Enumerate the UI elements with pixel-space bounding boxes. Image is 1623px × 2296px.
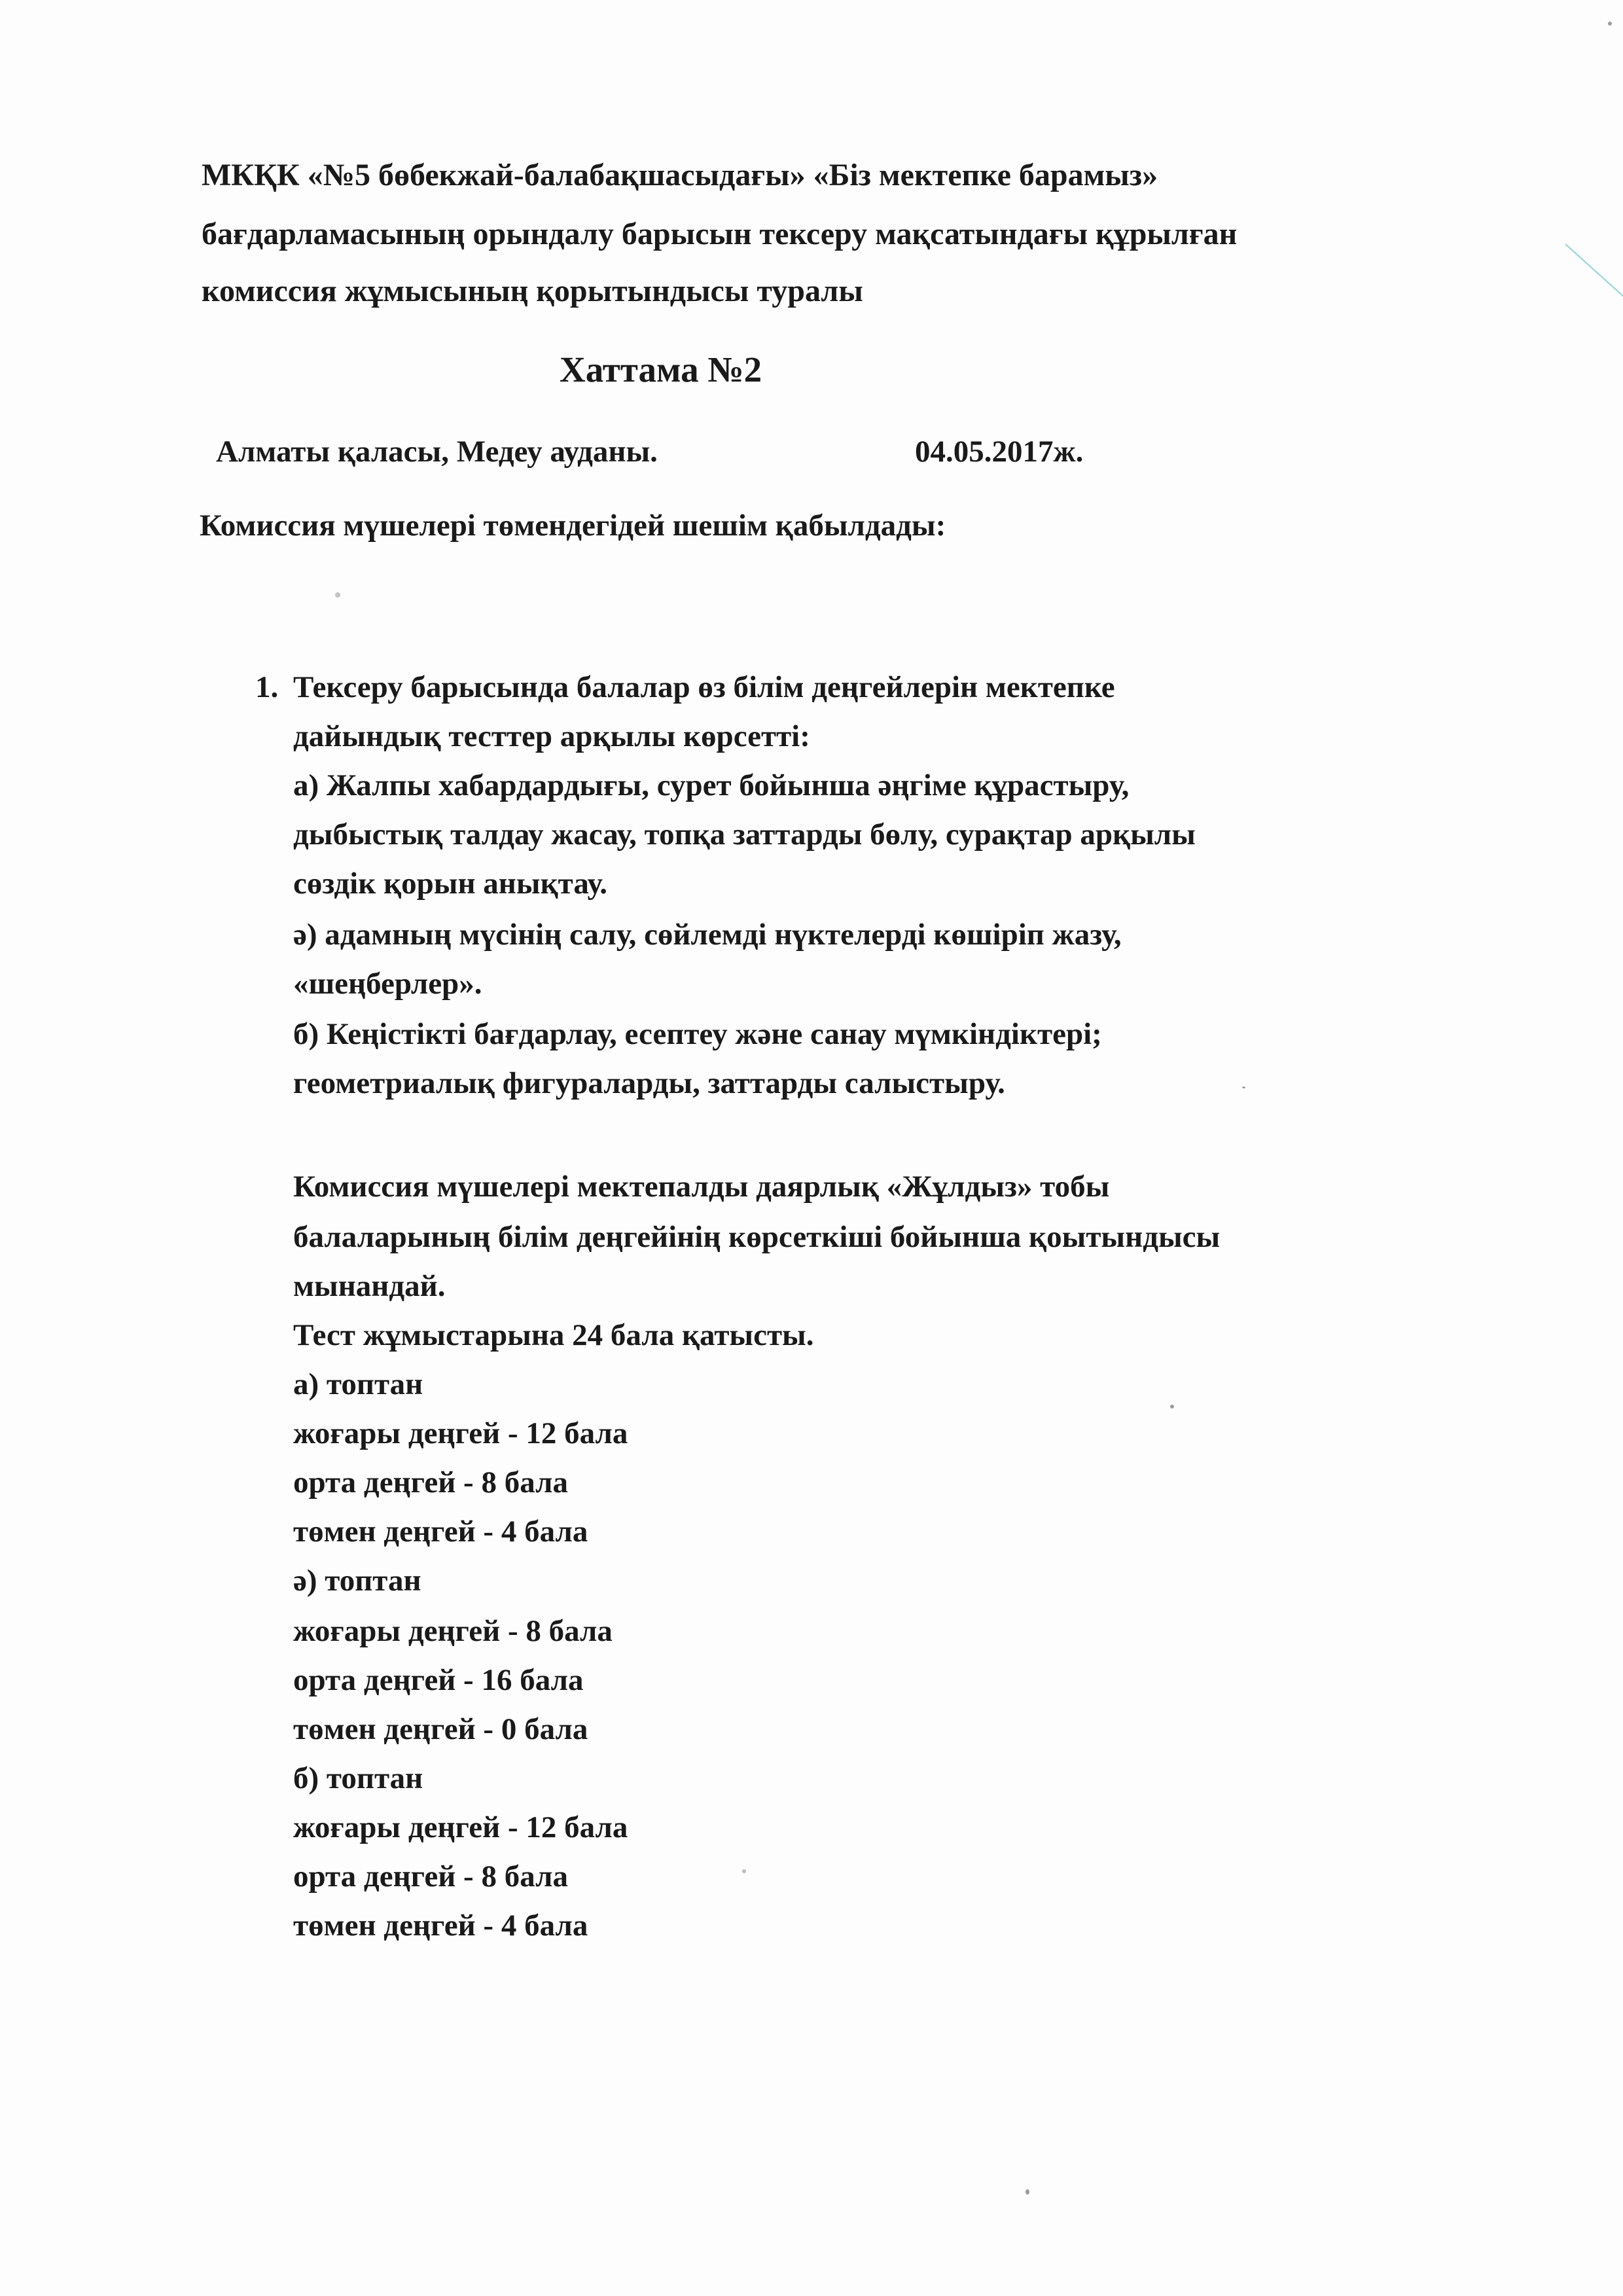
group-high: жоғары деңгей - 12 бала	[293, 1416, 628, 1450]
title-line-2: бағдарламасының орындалу барысын тексеру мақсатындағы құрылған	[202, 217, 1238, 251]
item-line: а) Жалпы хабардардығы, сурет бойынша әңгіме құрастыру,	[293, 768, 1130, 802]
item-line: «шеңберлер».	[293, 967, 482, 1001]
item-line: Тексеру барысында балалар өз білім деңгейлерін мектепке	[293, 670, 1115, 704]
item-line: дайындық тесттер арқылы көрсетті:	[293, 719, 810, 753]
protocol-place: Алматы қаласы, Медеу ауданы.	[216, 435, 658, 469]
scan-dot	[1170, 1405, 1174, 1408]
item-line: ә) адамның мүсінің салу, сөйлемді нүктелерді көшіріп жазу,	[293, 918, 1122, 952]
group-low: төмен деңгей - 4 бала	[293, 1515, 588, 1549]
scan-dot	[335, 592, 340, 598]
group-high: жоғары деңгей - 12 бала	[293, 1810, 628, 1844]
group-mid: орта деңгей - 16 бала	[293, 1663, 584, 1697]
protocol-heading: Хаттама №2	[560, 350, 762, 389]
results-line: мынандай.	[293, 1269, 446, 1303]
scan-dot	[742, 1869, 746, 1873]
group-high: жоғары деңгей - 8 бала	[293, 1614, 613, 1648]
group-label: ә) топтан	[293, 1564, 421, 1598]
group-label: б) топтан	[293, 1761, 423, 1795]
item-line: б) Кеңістікті бағдарлау, есептеу және санау мүмкіндіктерi;	[293, 1017, 1102, 1051]
decision-intro: Комиссия мүшелері төмендегідей шешім қабылдады:	[200, 509, 946, 543]
item-number: 1.	[255, 670, 279, 704]
group-mid: орта деңгей - 8 бала	[293, 1859, 568, 1893]
results-line: Комиссия мүшелері мектепалды даярлық «Жұлдыз» тобы	[293, 1170, 1110, 1204]
group-low: төмен деңгей - 4 бала	[293, 1909, 588, 1943]
group-label: а) топтан	[293, 1367, 423, 1401]
results-line: Тест жұмыстарына 24 бала қатысты.	[293, 1318, 814, 1352]
scan-dot	[1608, 22, 1612, 26]
scan-edge-line	[1565, 243, 1623, 306]
scan-dot	[1026, 2189, 1029, 2195]
results-line: балаларының білім деңгейінің көрсеткіші бойынша қоытындысы	[293, 1220, 1221, 1254]
group-mid: орта деңгей - 8 бала	[293, 1465, 568, 1499]
item-line: геометриалық фигураларды, заттарды салыстыру.	[293, 1066, 1005, 1100]
group-low: төмен деңгей - 0 бала	[293, 1712, 588, 1746]
title-line-1: МКҚК «№5 бөбекжай-балабақшасыдағы» «Біз мектепке барамыз»	[202, 158, 1158, 192]
protocol-date: 04.05.2017ж.	[915, 435, 1084, 469]
item-line: дыбыстық талдау жасау, топқа заттарды бөлу, сурақтар арқылы	[293, 817, 1196, 852]
title-line-3: комиссия жұмысының қорытындысы туралы	[202, 274, 863, 308]
item-line: сөздік қорын анықтау.	[293, 867, 607, 901]
scan-dot	[1242, 1086, 1245, 1088]
